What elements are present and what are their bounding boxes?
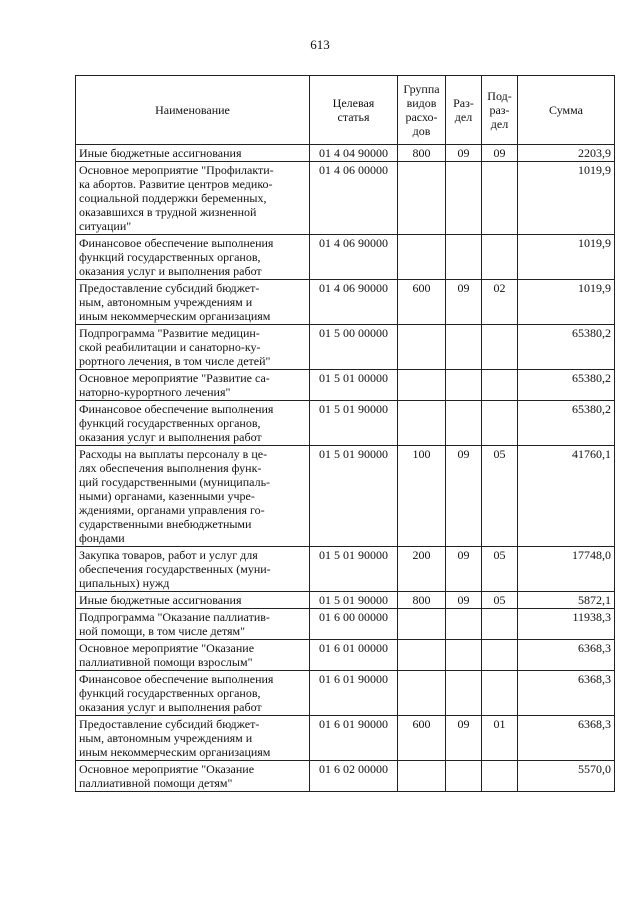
target-article-cell: 01 6 01 90000 [310,716,398,761]
section-cell: 09 [446,280,482,325]
subsection-cell [482,370,518,401]
item-name-line: фондами [79,531,125,545]
item-name-cell [76,547,310,592]
header-line: статья [337,110,370,124]
table-row [76,446,615,547]
amount-cell: 6368,3 [518,671,615,716]
expense-group-cell [398,162,446,235]
item-name-line: оказания услуг и выполнения работ [79,700,262,714]
item-name-line: оказания услуг и выполнения работ [79,264,262,278]
target-article-cell: 01 5 01 90000 [310,547,398,592]
amount-cell: 1019,9 [518,162,615,235]
subsection-cell: 05 [482,547,518,592]
subsection-cell [482,401,518,446]
item-name-line: Основное мероприятие "Развитие са- [79,371,270,385]
item-name-cell [76,609,310,640]
item-name-line: оказания услуг и выполнения работ [79,430,262,444]
expense-group-cell [398,370,446,401]
section-cell [446,401,482,446]
item-name-cell [76,401,310,446]
target-article-cell: 01 4 06 90000 [310,235,398,280]
item-name-cell [76,671,310,716]
subsection-cell [482,325,518,370]
table-row [76,671,615,716]
item-name-line: наторно-курортного лечения" [79,385,231,399]
header-line: дов [412,124,431,138]
target-article-cell: 01 6 01 90000 [310,671,398,716]
expense-group-cell: 600 [398,716,446,761]
header-line: видов [406,96,437,110]
expense-group-cell [398,325,446,370]
target-article-cell: 01 6 01 00000 [310,640,398,671]
header-subsection [482,76,518,145]
item-name-line: паллиативной помощи взрослым" [79,655,253,669]
item-name-cell [76,592,310,609]
item-name-line: ной помощи, в том числе детям" [79,624,246,638]
target-article-cell: 01 5 01 90000 [310,401,398,446]
table-row [76,609,615,640]
header-line: дел [490,117,509,131]
table-row [76,640,615,671]
header-line: Целевая [332,96,375,110]
header-line: расхо- [405,110,438,124]
header-amount [518,76,615,145]
header-line: раз- [489,103,510,117]
item-name-line: Финансовое обеспечение выполнения [79,672,274,686]
expense-group-cell [398,761,446,792]
item-name-line: функций государственных органов, [79,416,261,430]
target-article-cell: 01 5 00 00000 [310,325,398,370]
section-cell: 09 [446,592,482,609]
section-cell [446,609,482,640]
subsection-cell [482,162,518,235]
section-cell [446,671,482,716]
item-name-line: сударственными внебюджетными [79,517,252,531]
item-name-cell [76,446,310,547]
section-cell: 09 [446,446,482,547]
amount-cell: 6368,3 [518,716,615,761]
item-name-line: иным некоммерческим организациям [79,745,271,759]
budget-table [75,75,615,792]
item-name-cell [76,370,310,401]
expense-group-cell [398,401,446,446]
item-name-line: Подпрограмма "Развитие медицин- [79,326,260,340]
header-row [76,76,615,145]
header-line: Под- [487,89,512,103]
item-name-line: социальной поддержки беременных, [79,191,267,205]
table-row [76,401,615,446]
section-cell [446,162,482,235]
subsection-cell: 05 [482,446,518,547]
target-article-cell: 01 5 01 00000 [310,370,398,401]
item-name-cell [76,640,310,671]
amount-cell: 2203,9 [518,145,615,162]
table-row [76,162,615,235]
item-name-line: ным, автономным учреждениям и [79,731,253,745]
table-row [76,145,615,162]
amount-cell: 11938,3 [518,609,615,640]
item-name-line: Основное мероприятие "Профилакти- [79,163,274,177]
item-name-cell [76,280,310,325]
item-name-line: лях обеспечения выполнения функ- [79,461,262,475]
item-name-line: ка абортов. Развитие центров медико- [79,177,273,191]
header-line: дел [454,110,473,124]
subsection-cell: 01 [482,716,518,761]
table-row [76,716,615,761]
expense-group-cell [398,609,446,640]
target-article-cell: 01 6 00 00000 [310,609,398,640]
item-name-line: ципальных) нужд [79,576,170,590]
expense-group-cell [398,235,446,280]
item-name-line: Расходы на выплаты персоналу в це- [79,447,268,461]
expense-group-cell: 600 [398,280,446,325]
expense-group-cell: 100 [398,446,446,547]
amount-cell: 5872,1 [518,592,615,609]
target-article-cell: 01 4 06 00000 [310,162,398,235]
section-cell: 09 [446,547,482,592]
item-name-line: функций государственных органов, [79,250,261,264]
expense-group-cell: 800 [398,592,446,609]
target-article-cell: 01 5 01 90000 [310,446,398,547]
amount-cell: 1019,9 [518,235,615,280]
section-cell: 09 [446,145,482,162]
table-body [76,145,615,792]
header-expense-group [398,76,446,145]
subsection-cell [482,761,518,792]
item-name-line: Предоставление субсидий бюджет- [79,717,260,731]
subsection-cell: 09 [482,145,518,162]
expense-group-cell: 800 [398,145,446,162]
item-name-line: ской реабилитации и санаторно-ку- [79,340,261,354]
header-line: Группа [403,82,440,96]
amount-cell: 41760,1 [518,446,615,547]
target-article-cell: 01 6 02 00000 [310,761,398,792]
subsection-cell: 05 [482,592,518,609]
item-name-line: Закупка товаров, работ и услуг для [79,548,258,562]
subsection-cell [482,609,518,640]
table-row [76,592,615,609]
header-target-article [310,76,398,145]
item-name-line: функций государственных органов, [79,686,261,700]
amount-cell: 6368,3 [518,640,615,671]
subsection-cell [482,671,518,716]
section-cell: 09 [446,716,482,761]
amount-cell: 65380,2 [518,370,615,401]
table-row [76,547,615,592]
item-name-line: ситуации" [79,219,132,233]
section-cell [446,370,482,401]
item-name-line: Предоставление субсидий бюджет- [79,281,260,295]
section-cell [446,761,482,792]
item-name-line: Финансовое обеспечение выполнения [79,236,274,250]
table-row [76,235,615,280]
header-line: Сумма [549,103,583,117]
item-name-cell [76,716,310,761]
item-name-cell [76,162,310,235]
item-name-line: иным некоммерческим организациям [79,309,271,323]
subsection-cell [482,640,518,671]
header-name [76,76,310,145]
item-name-line: ными) органами, казенными учре- [79,489,255,503]
item-name-cell [76,145,310,162]
expense-group-cell [398,671,446,716]
subsection-cell [482,235,518,280]
section-cell [446,640,482,671]
item-name-line: Основное мероприятие "Оказание [79,762,255,776]
header-line: Раз- [453,96,474,110]
expense-group-cell: 200 [398,547,446,592]
item-name-line: Финансовое обеспечение выполнения [79,402,274,416]
item-name-line: оказавшихся в трудной жизненной [79,205,257,219]
table-row [76,280,615,325]
amount-cell: 65380,2 [518,401,615,446]
page-number: 613 [310,37,330,52]
item-name-line: ждениями, органами управления го- [79,503,265,517]
item-name-line: Иные бюджетные ассигнования [79,593,242,607]
amount-cell: 65380,2 [518,325,615,370]
item-name-line: обеспечения государственных (муни- [79,562,271,576]
item-name-line: ций государственными (муниципаль- [79,475,271,489]
item-name-line: Подпрограмма "Оказание паллиатив- [79,610,270,624]
header-line: Наименование [155,103,230,117]
section-cell [446,325,482,370]
table-row [76,325,615,370]
subsection-cell: 02 [482,280,518,325]
target-article-cell: 01 5 01 90000 [310,592,398,609]
header-section [446,76,482,145]
section-cell [446,235,482,280]
item-name-cell [76,235,310,280]
amount-cell: 5570,0 [518,761,615,792]
amount-cell: 1019,9 [518,280,615,325]
item-name-line: паллиативной помощи детям" [79,776,233,790]
item-name-cell [76,761,310,792]
item-name-line: Иные бюджетные ассигнования [79,146,242,160]
target-article-cell: 01 4 06 90000 [310,280,398,325]
item-name-line: Основное мероприятие "Оказание [79,641,255,655]
amount-cell: 17748,0 [518,547,615,592]
table-row [76,761,615,792]
item-name-line: ным, автономным учреждениям и [79,295,253,309]
table-row [76,370,615,401]
item-name-line: рортного лечения, в том числе детей" [79,354,271,368]
item-name-cell [76,325,310,370]
target-article-cell: 01 4 04 90000 [310,145,398,162]
expense-group-cell [398,640,446,671]
